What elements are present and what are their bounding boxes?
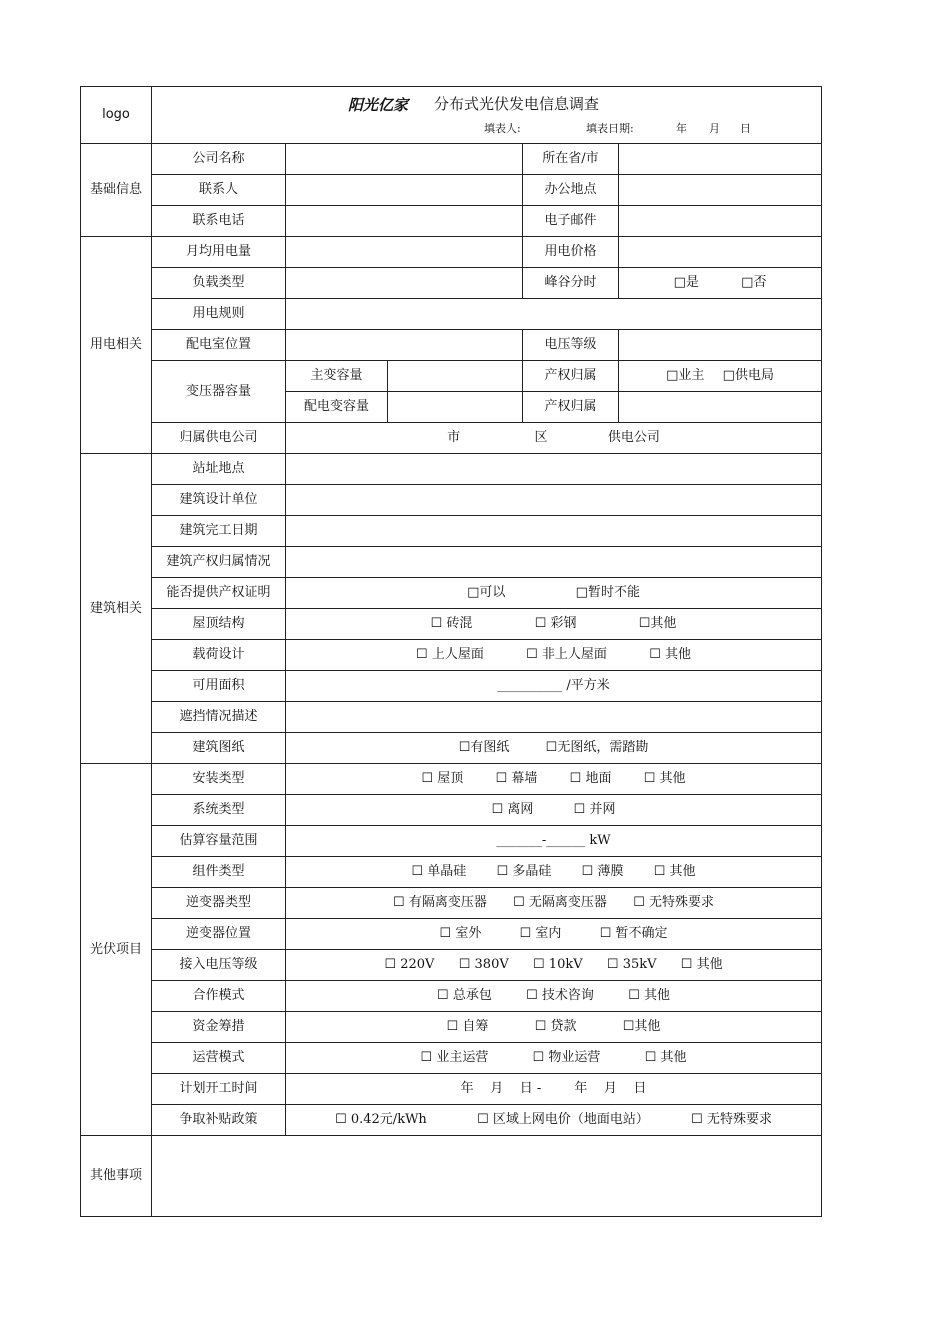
label-design-unit: 建筑设计单位 (152, 485, 286, 516)
field-start-time[interactable]: 年 月 日 - 年 月 日 (286, 1074, 822, 1105)
field-building-ownership[interactable] (286, 547, 822, 578)
field-voltage-level[interactable] (619, 330, 822, 361)
checkbox-bureau[interactable]: □供电局 (722, 368, 774, 383)
checkbox-owner[interactable]: □业主 (666, 368, 705, 383)
field-supply-company[interactable] (286, 423, 822, 454)
logo: logo (81, 87, 152, 144)
checkbox-non-isolated[interactable]: ☐ 无隔离变压器 (513, 895, 607, 910)
checkbox-off-grid[interactable]: ☐ 离网 (491, 802, 534, 817)
label-ownership-1: 产权归属 (523, 361, 619, 392)
checkbox-voltage-other[interactable]: ☐ 其他 (680, 957, 723, 972)
label-ownership-2: 产权归属 (523, 392, 619, 423)
label-cooperation: 合作模式 (152, 981, 286, 1012)
checkbox-funding-other[interactable]: ☐其他 (622, 1019, 661, 1034)
checkbox-load-other[interactable]: ☐ 其他 (649, 647, 691, 662)
checkbox-subsidy-042[interactable]: ☐ 0.42元/kWh (335, 1112, 427, 1127)
label-access-voltage: 接入电压等级 (152, 950, 286, 981)
label-shading: 遮挡情况描述 (152, 702, 286, 733)
label-province-city: 所在省/市 (523, 144, 619, 175)
label-system-type: 系统类型 (152, 795, 286, 826)
label-dist-capacity: 配电变容量 (286, 392, 388, 423)
field-rules[interactable] (286, 299, 822, 330)
supply-suffix: 供电公司 (607, 430, 660, 445)
label-monthly-usage: 月均用电量 (152, 237, 286, 268)
checkbox-10kv[interactable]: ☐ 10kV (533, 957, 583, 972)
field-company-name[interactable] (286, 144, 523, 175)
field-price[interactable] (619, 237, 822, 268)
label-inverter-location: 逆变器位置 (152, 919, 286, 950)
label-subsidy: 争取补贴政策 (152, 1105, 286, 1136)
label-company-name: 公司名称 (152, 144, 286, 175)
day-label: 日 (740, 122, 751, 135)
checkbox-location-undecided[interactable]: ☐ 暂不确定 (599, 926, 668, 941)
checkbox-loan[interactable]: ☐ 贷款 (534, 1019, 577, 1034)
field-province-city[interactable] (619, 144, 822, 175)
field-capacity-range[interactable]: _______-______ kW (286, 826, 822, 857)
label-contact: 联系人 (152, 175, 286, 206)
checkbox-consulting[interactable]: ☐ 技术咨询 (526, 988, 594, 1003)
drawing-options (286, 733, 822, 764)
label-load-type: 负载类型 (152, 268, 286, 299)
checkbox-poly[interactable]: ☐ 多晶硅 (496, 864, 552, 879)
checkbox-cert-yes[interactable]: □可以 (467, 585, 506, 600)
field-main-capacity[interactable] (388, 361, 523, 392)
label-roof: 屋顶结构 (152, 609, 286, 640)
checkbox-thin-film[interactable]: ☐ 薄膜 (581, 864, 624, 879)
certificate-options (286, 578, 822, 609)
checkbox-inverter-none[interactable]: ☐ 无特殊要求 (633, 895, 714, 910)
label-voltage-level: 电压等级 (523, 330, 619, 361)
checkbox-roof-other[interactable]: ☐其他 (638, 616, 677, 631)
label-room-location: 配电室位置 (152, 330, 286, 361)
label-supply-company: 归属供电公司 (152, 423, 286, 454)
field-load-type[interactable] (286, 268, 523, 299)
page-title: 分布式光伏发电信息调查 (434, 95, 600, 113)
field-shading[interactable] (286, 702, 822, 733)
field-design-unit[interactable] (286, 485, 822, 516)
checkbox-roof-brick[interactable]: ☐ 砖混 (430, 616, 473, 631)
district-label: 区 (534, 430, 548, 445)
checkbox-install-curtain[interactable]: ☐ 幕墙 (495, 771, 538, 786)
label-rules: 用电规则 (152, 299, 286, 330)
label-area: 可用面积 (152, 671, 286, 702)
subsidy-options (286, 1105, 822, 1136)
checkbox-property-op[interactable]: ☐ 物业运营 (532, 1050, 601, 1065)
label-capacity-range: 估算容量范围 (152, 826, 286, 857)
checkbox-install-other[interactable]: ☐ 其他 (643, 771, 686, 786)
label-email: 电子邮件 (523, 206, 619, 237)
load-design-options (286, 640, 822, 671)
ownership-options (619, 361, 822, 392)
label-transformer-capacity: 变压器容量 (152, 361, 286, 423)
checkbox-cert-no[interactable]: □暂时不能 (575, 585, 640, 600)
checkbox-on-grid[interactable]: ☐ 并网 (573, 802, 616, 817)
access-voltage-options (286, 950, 822, 981)
checkbox-outdoor[interactable]: ☐ 室外 (439, 926, 482, 941)
checkbox-mono[interactable]: ☐ 单晶硅 (411, 864, 467, 879)
label-completion-date: 建筑完工日期 (152, 516, 286, 547)
checkbox-indoor[interactable]: ☐ 室内 (519, 926, 562, 941)
label-phone: 联系电话 (152, 206, 286, 237)
section-other: 其他事项 (81, 1136, 152, 1217)
checkbox-380v[interactable]: ☐ 380V (458, 957, 509, 972)
filler-label: 填表人: (484, 122, 521, 135)
section-power: 用电相关 (81, 237, 152, 454)
section-pv: 光伏项目 (81, 764, 152, 1136)
inverter-location-options (286, 919, 822, 950)
label-funding: 资金筹措 (152, 1012, 286, 1043)
field-contact[interactable] (286, 175, 523, 206)
label-certificate: 能否提供产权证明 (152, 578, 286, 609)
checkbox-subsidy-none[interactable]: ☐ 无特殊要求 (691, 1112, 772, 1127)
label-inverter-type: 逆变器类型 (152, 888, 286, 919)
label-load-design: 载荷设计 (152, 640, 286, 671)
funding-options (286, 1012, 822, 1043)
checkbox-roof-steel[interactable]: ☐ 彩钢 (534, 616, 577, 631)
inverter-type-options (286, 888, 822, 919)
checkbox-220v[interactable]: ☐ 220V (384, 957, 435, 972)
field-office[interactable] (619, 175, 822, 206)
checkbox-peak-no[interactable]: □否 (741, 275, 767, 290)
field-monthly-usage[interactable] (286, 237, 523, 268)
cooperation-options (286, 981, 822, 1012)
label-install-type: 安装类型 (152, 764, 286, 795)
label-office: 办公地点 (523, 175, 619, 206)
field-email[interactable] (619, 206, 822, 237)
checkbox-load-inaccessible[interactable]: ☐ 非上人屋面 (526, 647, 607, 662)
operation-options (286, 1043, 822, 1074)
field-other[interactable] (152, 1136, 822, 1217)
field-dist-capacity[interactable] (388, 392, 523, 423)
checkbox-operation-other[interactable]: ☐ 其他 (644, 1050, 687, 1065)
section-basic: 基础信息 (81, 144, 152, 237)
survey-form (80, 86, 822, 1217)
system-options (286, 795, 822, 826)
install-options (286, 764, 822, 795)
label-operation: 运营模式 (152, 1043, 286, 1074)
checkbox-no-drawing[interactable]: ☐无图纸，需踏勘 (545, 740, 649, 755)
label-module-type: 组件类型 (152, 857, 286, 888)
city-label: 市 (447, 430, 461, 445)
field-completion-date[interactable] (286, 516, 822, 547)
checkbox-has-drawing[interactable]: ☐有图纸 (458, 740, 510, 755)
checkbox-self-funded[interactable]: ☐ 自筹 (446, 1019, 489, 1034)
checkbox-epc[interactable]: ☐ 总承包 (437, 988, 492, 1003)
checkbox-owner-op[interactable]: ☐ 业主运营 (420, 1050, 489, 1065)
field-site[interactable] (286, 454, 822, 485)
label-site: 站址地点 (152, 454, 286, 485)
date-label: 填表日期: (586, 122, 634, 135)
form-header (152, 87, 822, 144)
checkbox-35kv[interactable]: ☐ 35kV (606, 957, 657, 972)
checkbox-install-ground[interactable]: ☐ 地面 (569, 771, 612, 786)
section-building: 建筑相关 (81, 454, 152, 764)
peak-valley-options (619, 268, 822, 299)
module-options (286, 857, 822, 888)
checkbox-module-other[interactable]: ☐ 其他 (653, 864, 696, 879)
label-start-time: 计划开工时间 (152, 1074, 286, 1105)
checkbox-coop-other[interactable]: ☐ 其他 (628, 988, 670, 1003)
checkbox-subsidy-regional[interactable]: ☐ 区域上网电价（地面电站） (477, 1112, 649, 1127)
label-peak-valley: 峰谷分时 (523, 268, 619, 299)
year-label: 年 (676, 122, 687, 135)
month-label: 月 (709, 122, 720, 135)
field-room-location[interactable] (286, 330, 523, 361)
roof-options (286, 609, 822, 640)
checkbox-install-roof[interactable]: ☐ 屋顶 (421, 771, 464, 786)
label-main-capacity: 主变容量 (286, 361, 388, 392)
field-phone[interactable] (286, 206, 523, 237)
label-drawings: 建筑图纸 (152, 733, 286, 764)
label-price: 用电价格 (523, 237, 619, 268)
checkbox-isolated[interactable]: ☐ 有隔离变压器 (393, 895, 487, 910)
brand-name: 阳光亿家 (348, 96, 409, 114)
checkbox-load-accessible[interactable]: ☐ 上人屋面 (416, 647, 484, 662)
field-area[interactable]: __________ /平方米 (286, 671, 822, 702)
checkbox-peak-yes[interactable]: □是 (673, 275, 699, 290)
field-ownership-2[interactable] (619, 392, 822, 423)
label-building-ownership: 建筑产权归属情况 (152, 547, 286, 578)
